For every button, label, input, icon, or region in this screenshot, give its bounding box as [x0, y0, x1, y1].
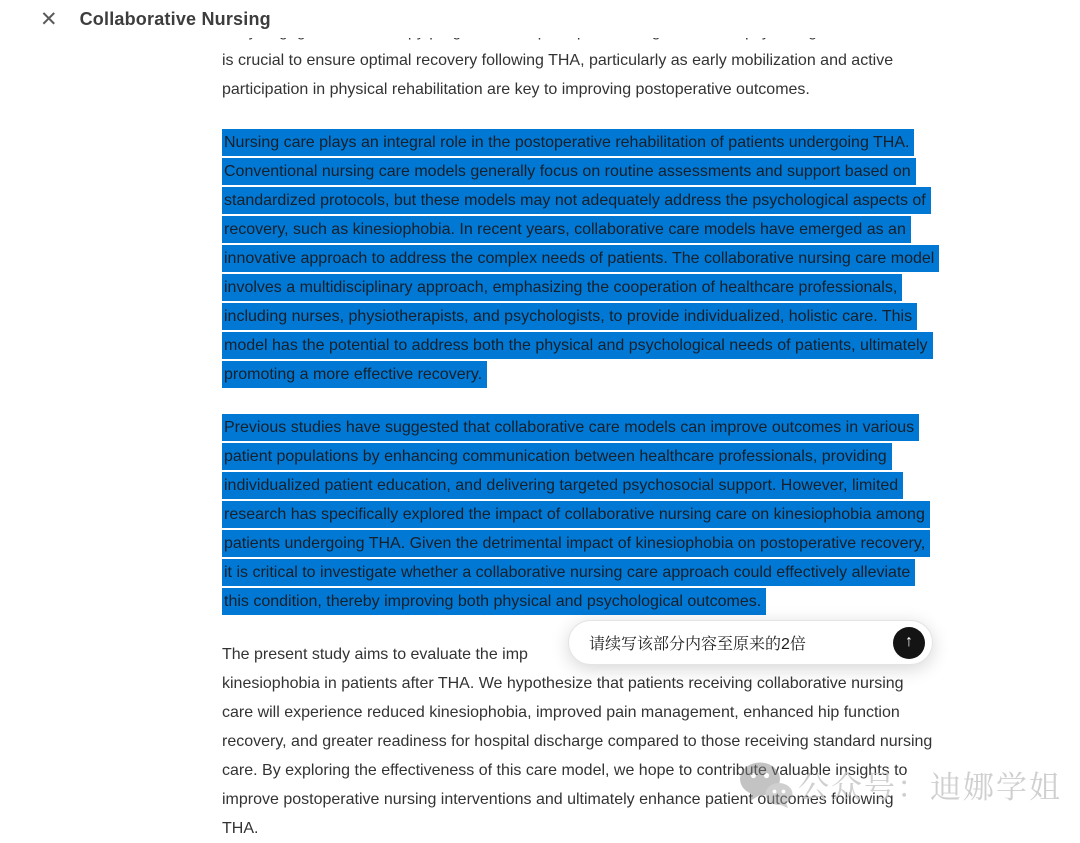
body-text: care. By exploring the effectiveness of this care model, we hope to contribute valuable insights to — [222, 762, 908, 779]
text-line — [222, 215, 1019, 244]
selected-text: individualized patient education, and delivering targeted psychosocial support. However, limited — [222, 472, 903, 499]
text-line — [222, 360, 1019, 389]
text-line — [222, 785, 1019, 814]
body-text: care will experience reduced kinesiophobia, improved pain management, enhanced hip function — [222, 704, 900, 721]
selected-text: this condition, thereby improving both physical and psychological outcomes. — [222, 588, 766, 615]
text-line — [222, 302, 1019, 331]
text-line — [222, 186, 1019, 215]
text-line — [222, 529, 1019, 558]
text-line — [222, 331, 1019, 360]
send-button[interactable] — [893, 627, 925, 659]
text-line — [222, 814, 1019, 843]
text-line — [222, 413, 1019, 442]
body-text: recovery, and greater readiness for hospital discharge compared to those receiving standard nursing — [222, 733, 933, 750]
text-line — [222, 128, 1019, 157]
body-text: participation in physical rehabilitation are key to improving postoperative outcomes. — [222, 81, 810, 98]
text-line — [222, 500, 1019, 529]
text-line — [222, 669, 1019, 698]
paragraph-selected — [222, 128, 1019, 389]
paragraph-selected — [222, 413, 1019, 616]
selected-text: recovery, such as kinesiophobia. In recent years, collaborative care models have emerged as an — [222, 216, 911, 243]
body-text: kinesiophobia in patients after THA. We hypothesize that patients receiving collaborative nursing — [222, 675, 904, 692]
text-line — [222, 244, 1019, 273]
body-text: is crucial to ensure optimal recovery following THA, particularly as early mobilization and active — [222, 52, 894, 69]
title-bar — [0, 0, 1080, 38]
selected-text: it is critical to investigate whether a collaborative nursing care approach could effectively alleviate — [222, 559, 915, 586]
body-text: improve postoperative nursing interventions and ultimately enhance patient outcomes following — [222, 791, 894, 808]
page-title: Collaborative Nursing — [79, 8, 271, 29]
text-line — [222, 756, 1019, 785]
selected-text: involves a multidisciplinary approach, emphasizing the cooperation of healthcare professionals, — [222, 274, 902, 301]
selected-text: Conventional nursing care models generally focus on routine assessments and support based on — [222, 158, 916, 185]
ai-prompt-popup — [568, 620, 933, 665]
selected-text: Nursing care plays an integral role in the postoperative rehabilitation of patients undergoing THA. — [222, 129, 914, 156]
ai-prompt-input[interactable]: 请续写该部分内容至原来的2倍 — [589, 636, 806, 653]
selected-text: standardized protocols, but these models may not adequately address the psychological aspects of — [222, 187, 931, 214]
paragraph — [222, 640, 1019, 843]
text-line — [222, 587, 1019, 616]
text-line — [222, 727, 1019, 756]
text-line — [222, 471, 1019, 500]
selected-text: including nurses, physiotherapists, and psychologists, to provide individualized, holistic care. This — [222, 303, 917, 330]
text-line — [222, 46, 1019, 75]
body-text: The present study aims to evaluate the imp — [222, 646, 528, 663]
watermark-text: 公众号：迪娜学姐 — [798, 769, 1062, 805]
text-line — [222, 558, 1019, 587]
selected-text: promoting a more effective recovery. — [222, 361, 487, 388]
selected-text: patient populations by enhancing communication between healthcare professionals, providing — [222, 443, 892, 470]
selected-text: research has specifically explored the impact of collaborative nursing care on kinesiophobia among — [222, 501, 930, 528]
body-text: THA. — [222, 820, 259, 837]
text-line — [222, 75, 1019, 104]
text-line — [222, 698, 1019, 727]
text-line — [222, 273, 1019, 302]
close-icon[interactable]: ✕ — [40, 7, 58, 31]
text-line — [222, 442, 1019, 471]
selected-text: model has the potential to address both the physical and psychological needs of patients, ultimately — [222, 332, 933, 359]
selected-text: patients undergoing THA. Given the detrimental impact of kinesiophobia on postoperative recovery, — [222, 530, 930, 557]
up-arrow-icon: ↑ — [905, 633, 913, 650]
selected-text: Previous studies have suggested that collaborative care models can improve outcomes in various — [222, 414, 919, 441]
selected-text: innovative approach to address the complex needs of patients. The collaborative nursing care model — [222, 245, 939, 272]
text-line — [222, 157, 1019, 186]
